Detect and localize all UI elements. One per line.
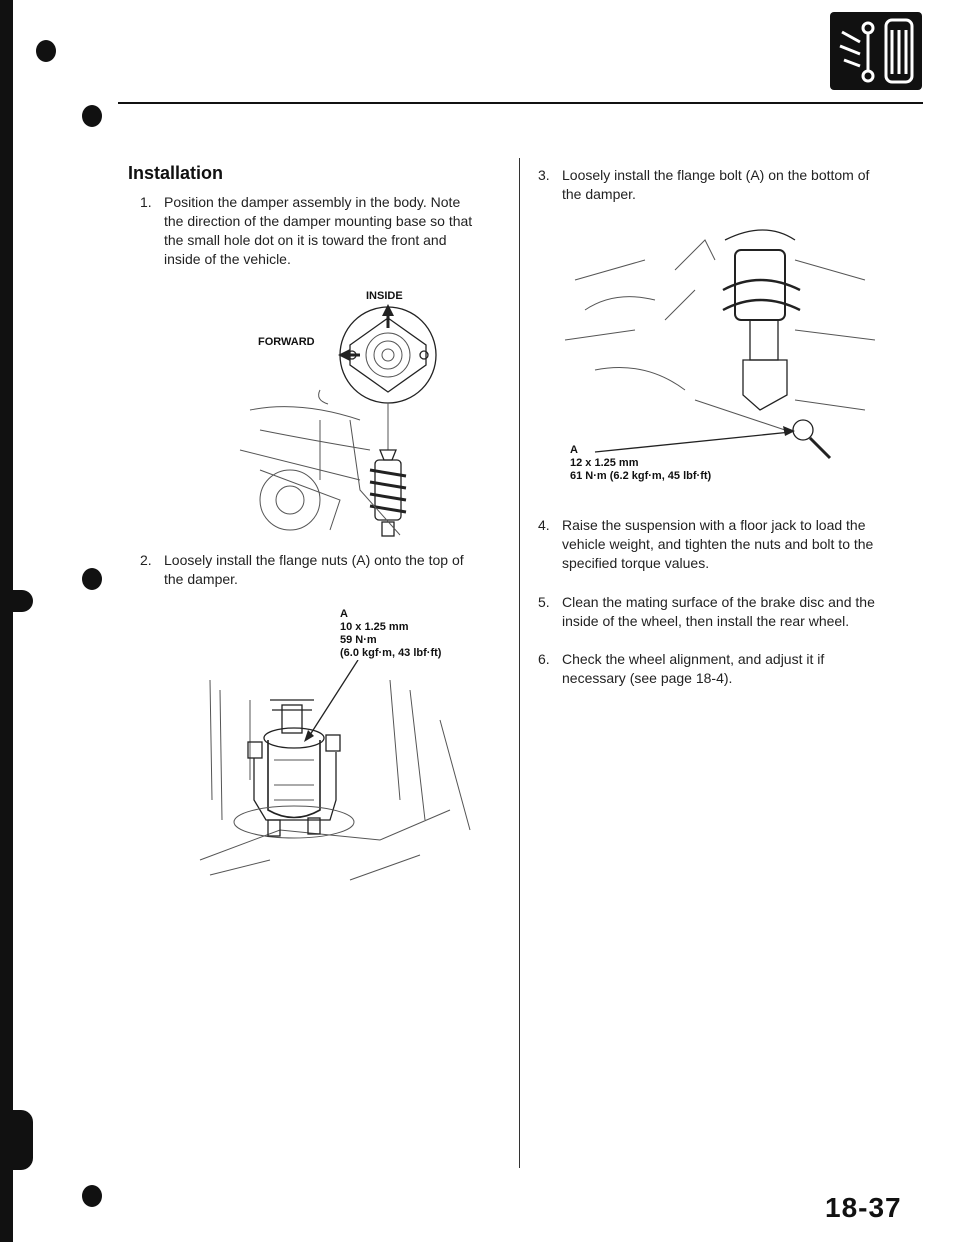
flange-bolt-callout — [570, 444, 711, 483]
callout-line: (6.0 kgf·m, 43 lbf·ft) — [340, 647, 442, 659]
margin-dot — [82, 1185, 102, 1207]
step-line: necessary (see page 18-4). — [562, 670, 733, 686]
margin-dot — [82, 568, 102, 590]
step-4 — [538, 516, 928, 576]
step-6 — [538, 650, 928, 690]
step-line: the damper. — [164, 571, 238, 587]
step-line: specified torque values. — [562, 555, 710, 571]
callout-line: 10 x 1.25 mm — [340, 621, 409, 633]
step-number: 5. — [538, 594, 550, 610]
binding-edge — [0, 0, 13, 1242]
damper-bottom-bolt-figure — [555, 220, 885, 465]
callout-line: 61 N·m (6.2 kgf·m, 45 lbf·ft) — [570, 470, 712, 482]
damper-orientation-figure — [220, 300, 470, 545]
margin-dot — [82, 105, 102, 127]
step-number: 1. — [140, 194, 152, 210]
page-number: 18-37 — [825, 1192, 902, 1223]
step-line: Raise the suspension with a floor jack to load the — [562, 517, 866, 533]
step-line: Loosely install the flange nuts (A) onto the top of — [164, 552, 464, 568]
step-line: inside of the wheel, then install the rear wheel. — [562, 613, 850, 629]
step-5 — [538, 593, 928, 633]
header-rule — [118, 102, 923, 104]
step-line: Check the wheel alignment, and adjust it if — [562, 651, 825, 667]
forward-label: FORWARD — [258, 336, 315, 348]
step-line: the direction of the damper mounting base so that — [164, 213, 473, 229]
binding-notch — [13, 590, 33, 612]
step-line: the small hole dot on it is toward the front and — [164, 232, 447, 248]
callout-letter: A — [570, 444, 578, 456]
step-number: 6. — [538, 651, 550, 667]
step-number: 2. — [140, 552, 152, 568]
column-divider — [519, 158, 520, 1168]
suspension-damper-icon — [830, 12, 922, 90]
section-title: Installation — [128, 163, 224, 183]
step-line: vehicle weight, and tighten the nuts and bolt to the — [562, 536, 874, 552]
step-line: the damper. — [562, 186, 636, 202]
step-2 — [140, 551, 510, 591]
damper-top-install-figure — [190, 660, 480, 890]
margin-dot — [36, 40, 56, 62]
callout-line: 59 N·m — [340, 634, 377, 646]
step-line: Position the damper assembly in the body. Note — [164, 194, 461, 210]
step-line: inside of the vehicle. — [164, 251, 291, 267]
callout-letter: A — [340, 608, 348, 620]
flange-nut-callout — [340, 608, 441, 660]
step-number: 3. — [538, 167, 550, 183]
inside-label: INSIDE — [366, 290, 403, 302]
step-line: Clean the mating surface of the brake disc and the — [562, 594, 875, 610]
step-3 — [538, 166, 928, 206]
step-line: Loosely install the flange bolt (A) on the bottom of — [562, 167, 870, 183]
step-1 — [140, 193, 510, 273]
callout-line: 12 x 1.25 mm — [570, 457, 639, 469]
step-number: 4. — [538, 517, 550, 533]
binding-notch — [13, 1110, 33, 1170]
